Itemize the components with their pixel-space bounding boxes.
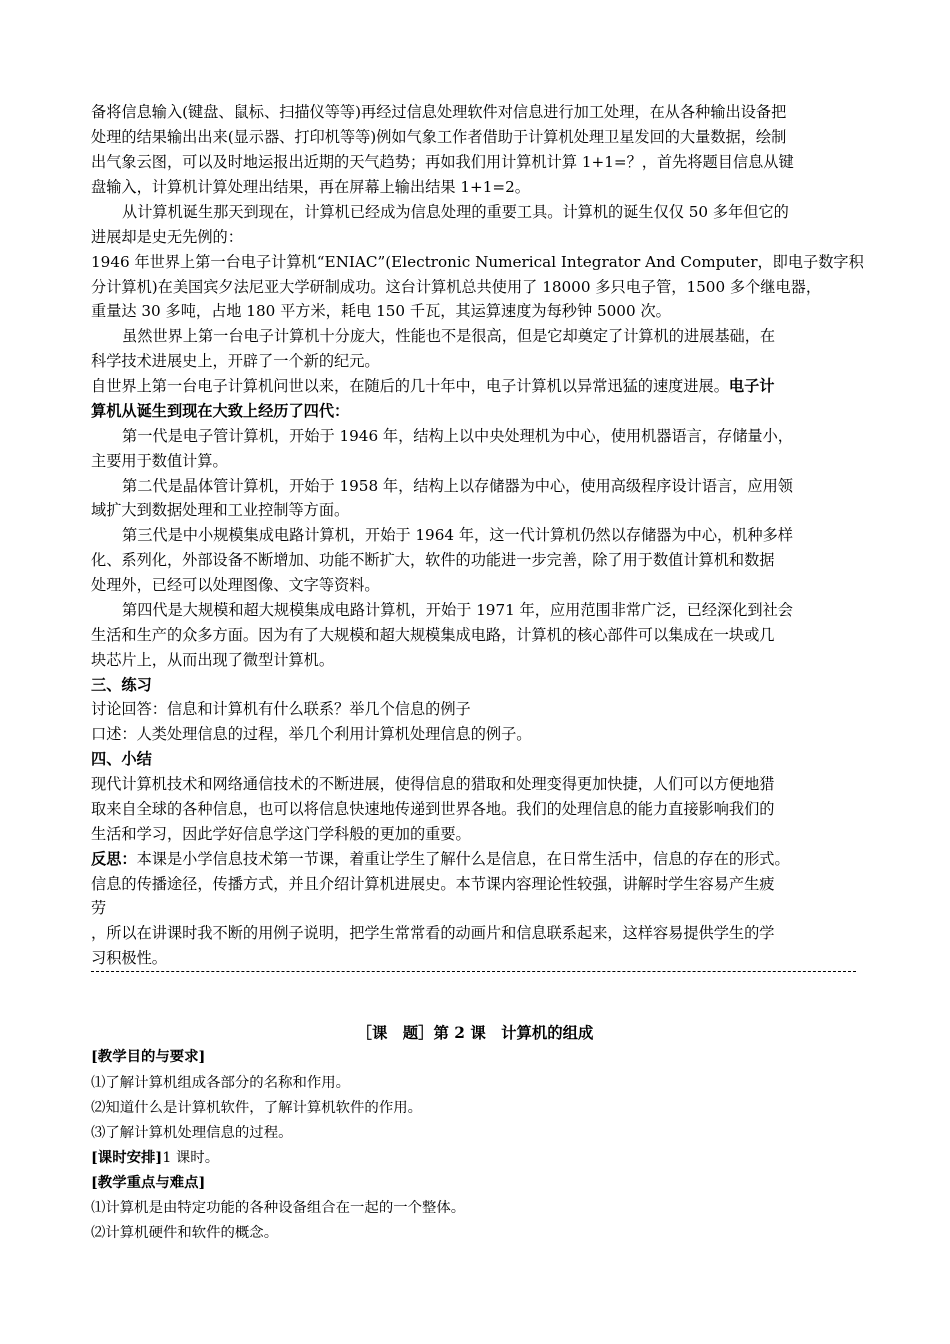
- body-line: 重量达 30 多吨，占地 180 平方米，耗电 150 千瓦，其运算速度为每秒钟 5000 次。: [91, 302, 671, 320]
- body-line: 备将信息输入(键盘、鼠标、扫描仪等等)再经过信息处理软件对信息进行加工处理，在从各种输出设备把: [91, 103, 787, 121]
- bold-text: 电子计: [728, 377, 775, 395]
- body-line: 算机从诞生到现在大致上经历了四代：: [91, 402, 350, 420]
- body-line: 第一代是电子管计算机，开始于 1946 年，结构上以中央处理机为中心，使用机器语言，存储量小，: [122, 427, 793, 445]
- body-line: [91, 847, 871, 872]
- keypoints-heading: [教学重点与难点]: [91, 1174, 206, 1191]
- keypoint-item: ⑴计算机是由特定功能的各种设备组合在一起的一个整体。: [91, 1200, 466, 1216]
- reflection-label: 反思：: [91, 850, 137, 868]
- body-line: 生活和生产的众多方面。因为有了大规模和超大规模集成电路，计算机的核心部件可以集成在一块或几: [91, 626, 775, 644]
- body-line: 劳: [91, 899, 107, 917]
- body-line: 出气象云图，可以及时地运报出近期的天气趋势；再如我们用计算机计算 1+1=？，首先将题目信息从键: [91, 153, 794, 171]
- page-divider: [91, 971, 856, 972]
- body-line: 域扩大到数据处理和工业控制等方面。: [91, 501, 350, 519]
- body-line: 处理外，已经可以处理图像、文字等资料。: [91, 576, 380, 594]
- section-heading: 四、小结: [91, 750, 152, 768]
- body-line: 取来自全球的各种信息，也可以将信息快速地传递到世界各地。我们的处理信息的能力直接影响我们的: [91, 800, 775, 818]
- body-line: 主要用于数值计算。: [91, 452, 228, 470]
- keypoint-item: ⑵计算机硬件和软件的概念。: [91, 1225, 279, 1241]
- schedule-value: 1 课时。: [162, 1150, 220, 1166]
- goal-item: ⑶了解计算机处理信息的过程。: [91, 1125, 293, 1141]
- body-line: 块芯片上，从而出现了微型计算机。: [91, 651, 334, 669]
- body-line: 从计算机诞生那天到现在，计算机已经成为信息处理的重要工具。计算机的诞生仅仅 50 多年但它的: [122, 203, 789, 221]
- goal-item: ⑴了解计算机组成各部分的名称和作用。: [91, 1075, 351, 1091]
- body-line: 分计算机)在美国宾夕法尼亚大学研制成功。这台计算机总共使用了 18000 多只电子管，1500 多个继电器，: [91, 278, 822, 296]
- lesson-title: ［课 题］第 2 课 计算机的组成: [356, 1024, 594, 1042]
- body-line: 第三代是中小规模集成电路计算机，开始于 1964 年，这一代计算机仍然以存储器为中心，机种多样: [122, 526, 793, 544]
- body-line: 科学技术进展史上，开辟了一个新的纪元。: [91, 352, 380, 370]
- body-line: 生活和学习，因此学好信息学这门学科般的更加的重要。: [91, 825, 471, 843]
- body-line: 化、系列化，外部设备不断增加、功能不断扩大，软件的功能进一步完善，除了用于数值计算机和数据: [91, 551, 775, 569]
- body-line: 处理的结果输出出来(显示器、打印机等等)例如气象工作者借助于计算机处理卫星发回的大量数据，绘制: [91, 128, 787, 146]
- body-line: 口述：人类处理信息的过程，举几个利用计算机处理信息的例子。: [91, 725, 532, 743]
- schedule-line: [91, 1146, 219, 1170]
- body-line: [91, 374, 871, 399]
- body-line: 1946 年世界上第一台电子计算机“ENIAC”(Electronic Numerical Integrator And Computer，即电子数字积: [91, 253, 864, 271]
- body-line: 虽然世界上第一台电子计算机十分庞大，性能也不是很高，但是它却奠定了计算机的进展基础，在: [122, 327, 776, 345]
- body-line: 信息的传播途径，传播方式，并且介绍计算机进展史。本节课内容理论性较强，讲解时学生容易产生疲: [91, 875, 775, 893]
- body-line: 现代计算机技术和网络通信技术的不断进展，使得信息的猎取和处理变得更加快捷，人们可以方便地猎: [91, 775, 775, 793]
- body-line: 讨论回答：信息和计算机有什么联系？举几个信息的例子: [91, 700, 471, 718]
- goals-heading: [教学目的与要求]: [91, 1048, 206, 1065]
- body-text: 本课是小学信息技术第一节课，着重让学生了解什么是信息，在日常生活中，信息的存在的形式。: [136, 850, 790, 868]
- body-line: 进展却是史无先例的：: [91, 228, 243, 246]
- body-line: 盘输入，计算机计算处理出结果，再在屏幕上输出结果 1+1=2。: [91, 178, 530, 196]
- body-line: 习积极性。: [91, 949, 167, 967]
- goal-item: ⑵知道什么是计算机软件，了解计算机软件的作用。: [91, 1100, 422, 1116]
- body-text: 自世界上第一台电子计算机问世以来，在随后的几十年中，电子计算机以异常迅猛的速度进展。: [91, 377, 729, 395]
- body-line: ，所以在讲课时我不断的用例子说明，把学生常常看的动画片和信息联系起来，这样容易提供学生的学: [91, 924, 775, 942]
- body-line: 第四代是大规模和超大规模集成电路计算机，开始于 1971 年，应用范围非常广泛，已经深化到社会: [122, 601, 793, 619]
- section-heading: 三、练习: [91, 676, 152, 694]
- body-line: 第二代是晶体管计算机，开始于 1958 年，结构上以存储器为中心，使用高级程序设计语言，应用领: [122, 477, 793, 495]
- schedule-heading: [课时安排]: [91, 1149, 163, 1166]
